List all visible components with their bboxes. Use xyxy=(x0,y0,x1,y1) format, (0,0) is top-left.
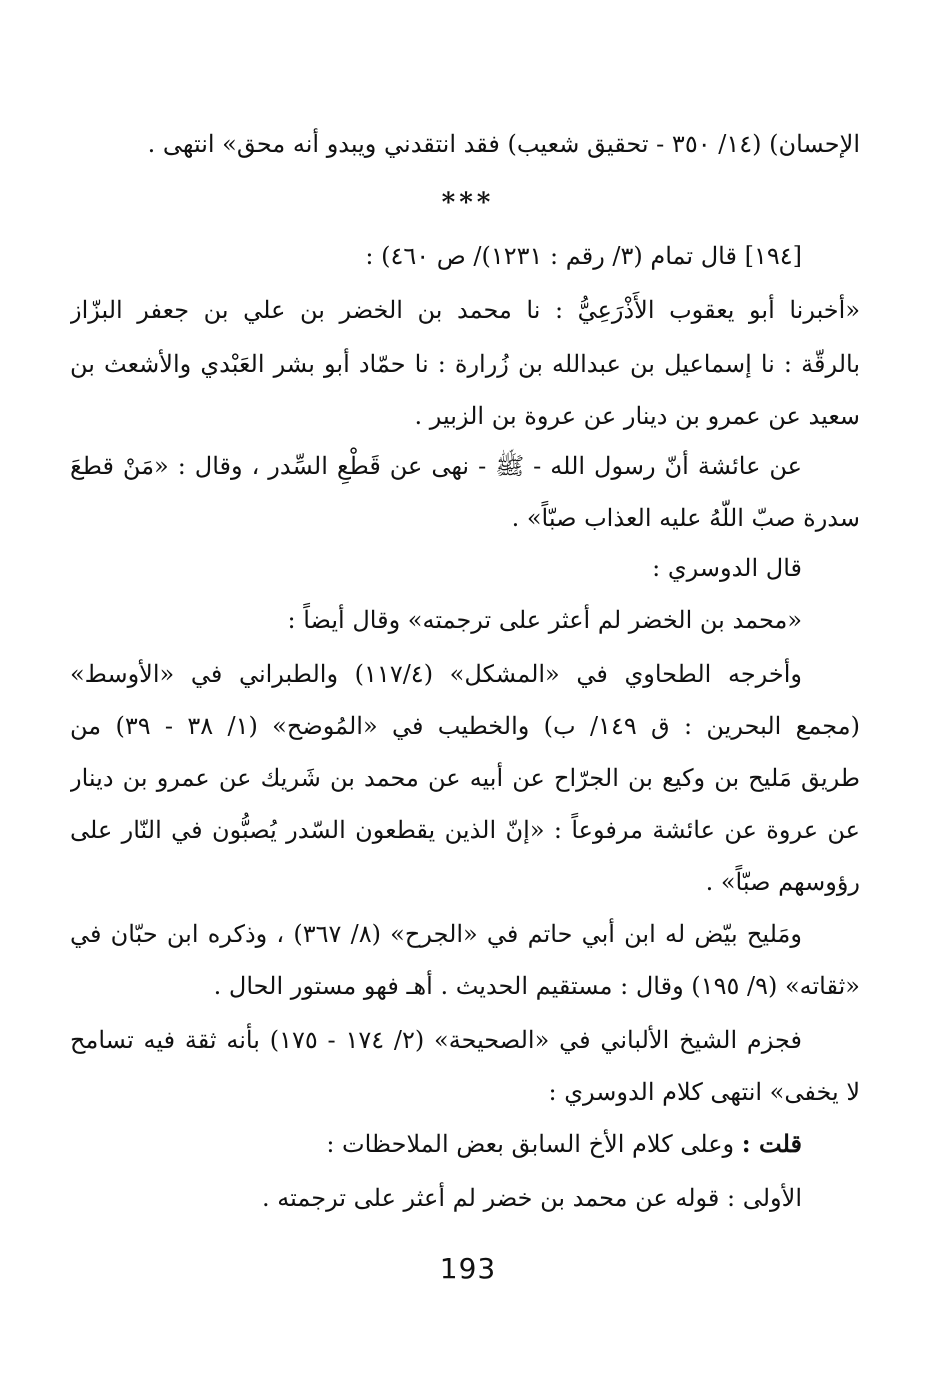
text-line-7: سدرة صبّ اللّهُ عليه العذاب صبّاً» . xyxy=(511,504,860,532)
text-line-15: ومَليح بيّض له ابن أبي حاتم في «الجرح» (٨/ ٣٦٧) ، وذكره ابن حبّان في xyxy=(70,920,802,948)
text-line-6: عن عائشة أنّ رسول الله - ﷺ - نهى عن قَطْعِ السِّدر ، وقال : «مَنْ قطعَ xyxy=(70,452,802,480)
text-line-12: طريق مَليح بن وكيع بن الجرّاح عن أبيه عن محمد بن شَريك عن عمرو بن دينار xyxy=(70,764,860,792)
text-line-4: بالرقّة : نا إسماعيل بن عبدالله بن زُرارة : نا حمّاد أبو بشر العَبْدي والأشعث بن xyxy=(70,350,860,378)
text-line-10: وأخرجه الطحاوي في «المشكل» (١١٧/٤) والطبراني في «الأوسط» xyxy=(70,660,802,688)
qult-text: وعلى كلام الأخ السابق بعض الملاحظات : xyxy=(326,1130,735,1158)
page-number: 193 xyxy=(439,1252,497,1285)
section-separator: *** xyxy=(441,188,495,218)
text-line-8: قال الدوسري : xyxy=(652,554,802,582)
text-line-17: فجزم الشيخ الألباني في «الصحيحة» (٢/ ١٧٤ - ١٧٥) بأنه ثقة فيه تسامح xyxy=(70,1026,802,1054)
text-line-20: الأولى : قوله عن محمد بن خضر لم أعثر على ترجمته . xyxy=(262,1184,802,1212)
text-line-11: (مجمع البحرين : ق ١٤٩/ ب) والخطيب في «المُوضح» (١/ ٣٨ - ٣٩) من xyxy=(70,712,860,740)
text-line-5: سعيد عن عمرو بن دينار عن عروة بن الزبير . xyxy=(414,402,860,430)
text-line-3: «أخبرنا أبو يعقوب الأَذْرَعِيُّ : نا محمد بن الخضر بن علي بن جعفر البزّاز xyxy=(70,296,860,324)
text-line-19 xyxy=(70,1124,860,1164)
text-line-1: الإحسان) (١٤/ ٣٥٠ - تحقيق شعيب) فقد انتقدني ويبدو أنه محق» انتهى . xyxy=(147,130,860,158)
text-line-16: «ثقاته» (٩/ ١٩٥) وقال : مستقيم الحديث . أهـ فهو مستور الحال . xyxy=(213,972,860,1000)
text-line-18: لا يخفى» انتهى كلام الدوسري : xyxy=(548,1078,860,1106)
text-line-14: رؤوسهم صبّاً» . xyxy=(705,868,860,896)
text-line-2: [١٩٤] قال تمام (٣/ رقم : ١٢٣١)/ ص ٤٦٠) : xyxy=(365,242,802,270)
text-line-13: عن عروة عن عائشة مرفوعاً : «إنّ الذين يقطعون السّدر يُصبُّون في النّار على xyxy=(70,816,860,844)
qult-label: قلت : xyxy=(741,1129,802,1158)
text-line-9: «محمد بن الخضر لم أعثر على ترجمته» وقال أيضاً : xyxy=(287,606,802,634)
